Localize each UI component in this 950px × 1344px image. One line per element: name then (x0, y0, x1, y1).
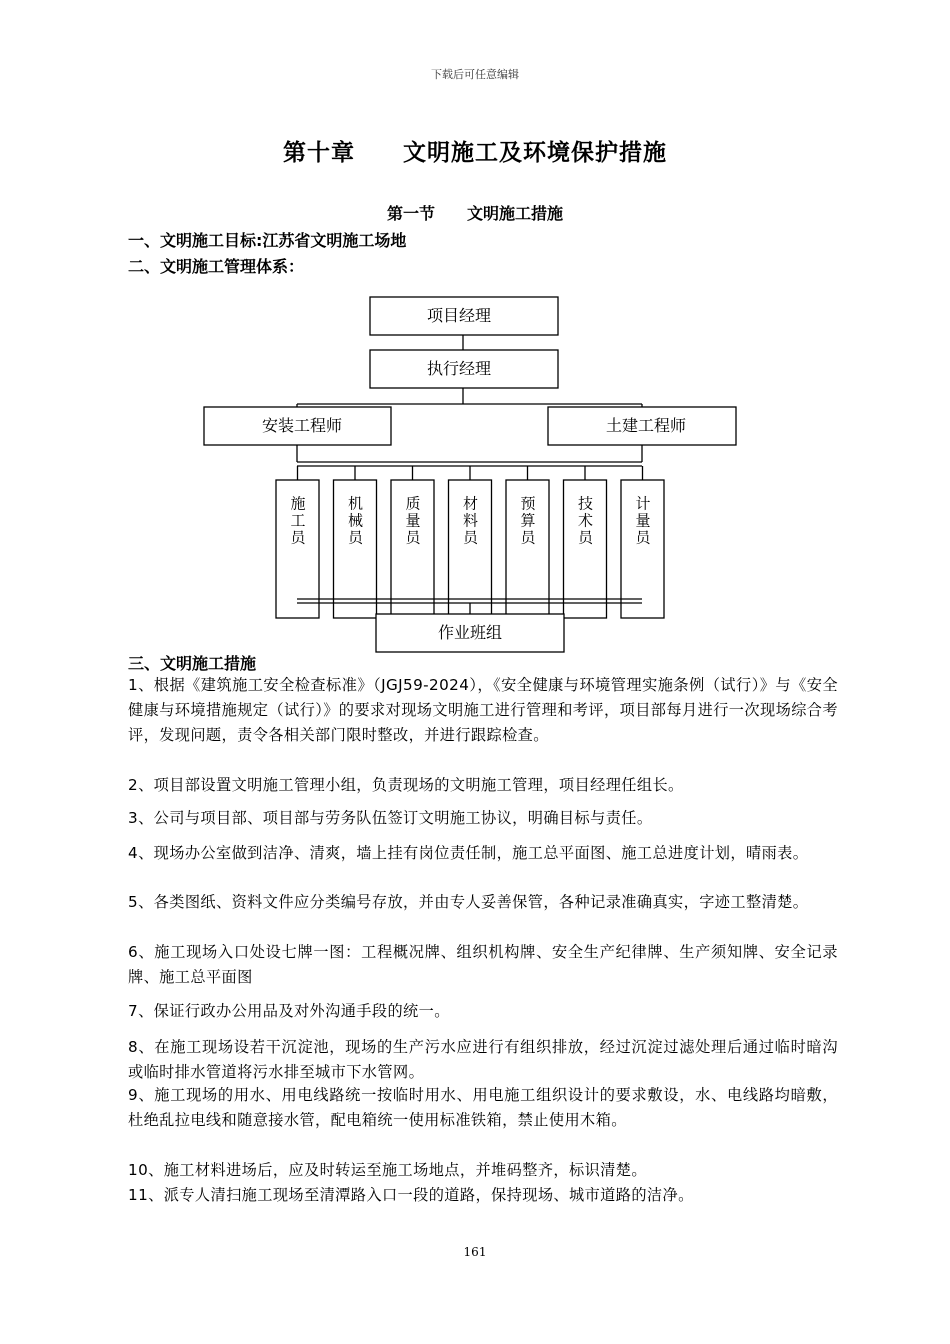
paragraph-7: 7、保证行政办公用品及对外沟通手段的统一。 (128, 1002, 450, 1020)
heading-management-system: 二、文明施工管理体系： (128, 257, 305, 276)
org-label-staff-3: 质量员 (403, 495, 422, 547)
page-header-note: 下载后可任意编辑 (431, 68, 519, 81)
chapter-title: 第十章 文明施工及环境保护措施 (283, 140, 667, 166)
section-title: 第一节 文明施工措施 (386, 204, 563, 223)
page-number: 161 (463, 1245, 487, 1259)
paragraph-6: 6、施工现场入口处设七牌一图：工程概况牌、组织机构牌、安全生产纪律牌、生产须知牌、安全记录牌、施工总平面图 (128, 943, 838, 986)
org-label-staff-6: 技术员 (576, 495, 594, 547)
paragraph-2: 2、项目部设置文明施工管理小组，负责现场的文明施工管理，项目经理任组长。 (128, 776, 684, 794)
org-label-civil-engineer: 土建工程师 (605, 416, 687, 435)
org-label-staff-2: 机械员 (346, 495, 364, 547)
org-label-staff-1: 施工员 (288, 495, 307, 547)
org-label-installation-engineer: 安装工程师 (261, 416, 343, 435)
heading-measures: 三、文明施工措施 (128, 654, 257, 673)
paragraph-8: 8、在施工现场设若干沉淀池，现场的生产污水应进行有组织排放，经过沉淀过滤处理后通过临时暗沟或临时排水管道将污水排至城市下水管网。 (128, 1038, 838, 1081)
org-label-work-team: 作业班组 (437, 623, 503, 642)
paragraph-3: 3、公司与项目部、项目部与劳务队伍签订文明施工协议，明确目标与责任。 (128, 809, 653, 827)
heading-goal: 一、文明施工目标:江苏省文明施工场地 (128, 231, 407, 250)
org-label-executive-manager: 执行经理 (426, 359, 492, 378)
org-label-project-manager: 项目经理 (426, 306, 492, 325)
paragraph-10: 10、施工材料进场后，应及时转运至施工场地点，并堆码整齐，标识清楚。 (128, 1161, 647, 1179)
paragraph-9: 9、施工现场的用水、用电线路统一按临时用水、用电施工组织设计的要求敷设，水、电线路均暗敷，杜绝乱拉电线和随意接水管，配电箱统一使用标准铁箱，禁止使用木箱。 (128, 1086, 838, 1129)
paragraph-5: 5、各类图纸、资料文件应分类编号存放，并由专人妥善保管，各种记录准确真实，字迹工整清楚。 (128, 893, 809, 911)
org-label-staff-7: 计量员 (633, 495, 652, 547)
paragraph-4: 4、现场办公室做到洁净、清爽，墙上挂有岗位责任制，施工总平面图、施工总进度计划，晴雨表。 (128, 844, 809, 862)
org-label-staff-4: 材料员 (461, 495, 479, 547)
paragraph-11: 11、派专人清扫施工现场至清潭路入口一段的道路，保持现场、城市道路的洁净。 (128, 1186, 694, 1204)
org-label-staff-5: 预算员 (518, 495, 537, 547)
paragraph-1: 1、根据《建筑施工安全检查标准》（JGJ59-2024），《安全健康与环境管理实施条例（试行）》与《安全健康与环境措施规定（试行）》的要求对现场文明施工进行管理和考评，项目部每月进行一次现场综合考评，发现问题，责令各相关部门限时整改，并进行跟踪检查。 (128, 676, 838, 744)
